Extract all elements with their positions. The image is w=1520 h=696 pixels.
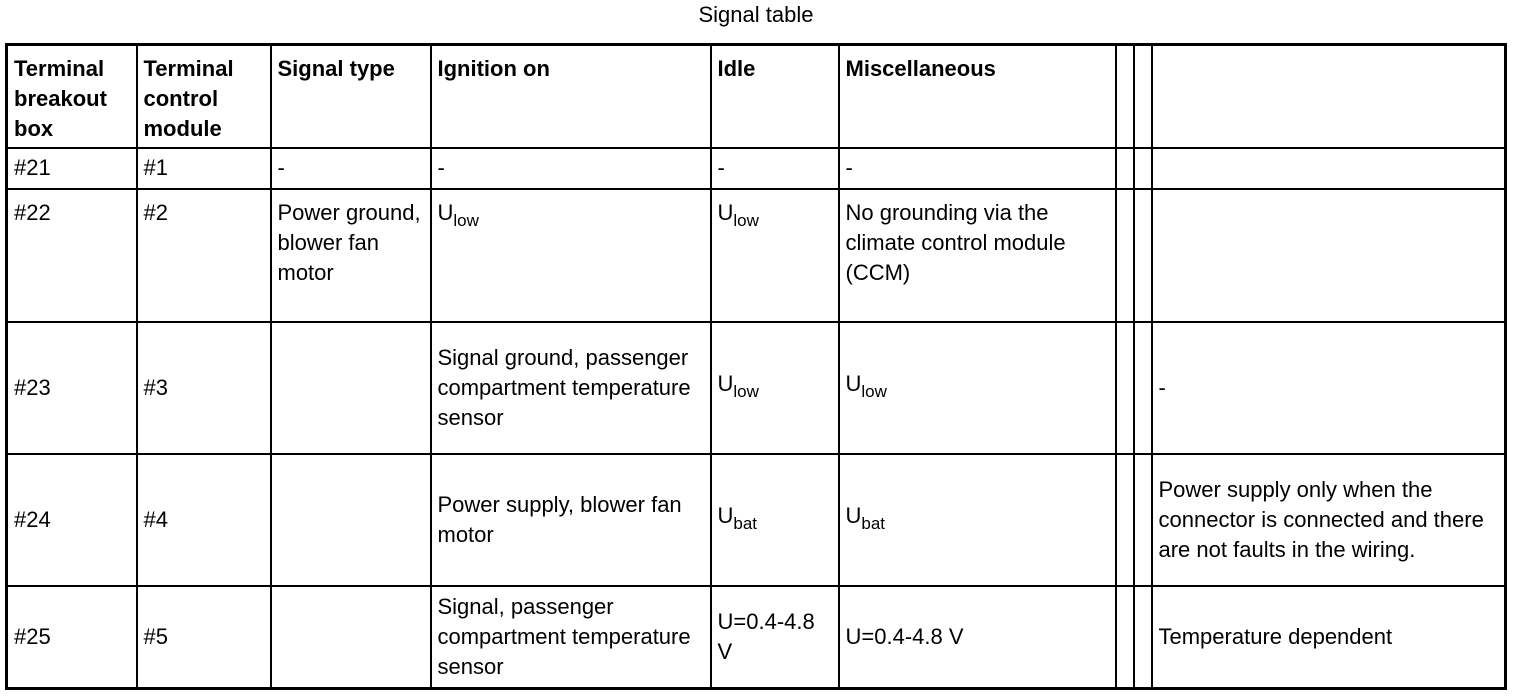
cell-idle: - [711,148,839,189]
cell-ignition [431,189,711,322]
value-subscript: low [733,381,759,401]
signal-table [5,43,1507,690]
header-signal-type: Signal type [271,45,431,148]
cell-control: #2 [137,189,271,322]
cell-control: #4 [137,454,271,586]
table-row [7,189,1506,322]
value-symbol: U [717,370,734,396]
cell-breakout: #23 [7,322,137,454]
header-ignition-on: Ignition on [431,45,711,148]
cell-breakout: #21 [7,148,137,189]
cell-ignition: Signal ground, passenger compartment temperature sensor [431,322,711,454]
table-row [7,322,1506,454]
cell-misc: No grounding via the climate control module (CCM) [839,189,1116,322]
blank-cell [1134,189,1152,322]
blank-cell [1116,148,1134,189]
cell-control: #3 [137,322,271,454]
table-row [7,148,1506,189]
cell-extra: Temperature dependent [1152,586,1506,689]
blank-cell [1116,322,1134,454]
cell-ignition: Power supply, blower fan motor [431,454,711,586]
value-subscript: low [733,210,759,230]
blank-cell [1116,586,1134,689]
cell-extra: - [1152,322,1506,454]
cell-signal-type: Power ground, blower fan motor [271,189,431,322]
cell-extra: Power supply only when the connector is connected and there are not faults in the wiring. [1152,454,1506,586]
cell-misc: - [839,148,1116,189]
cell-idle [711,189,839,322]
cell-signal-type [271,322,431,454]
table-title: Signal table [698,2,814,27]
value-symbol: U [437,199,454,225]
cell-idle [711,454,839,586]
value-symbol: U [845,502,862,528]
header-idle: Idle [711,45,839,148]
cell-misc [839,454,1116,586]
cell-idle: U=0.4-4.8 V [711,586,839,689]
value-subscript: bat [861,513,886,533]
header-breakout-box: Terminal breakout box [7,45,137,148]
table-row [7,586,1506,689]
blank-cell [1134,454,1152,586]
cell-misc: U=0.4-4.8 V [839,586,1116,689]
blank-cell [1134,586,1152,689]
cell-breakout: #25 [7,586,137,689]
header-miscellaneous: Miscellaneous [839,45,1116,148]
header-blank-1 [1116,45,1134,148]
cell-breakout: #22 [7,189,137,322]
header-control-module: Terminal control module [137,45,271,148]
value-subscript: low [453,210,479,230]
value-symbol: U [845,370,862,396]
header-blank-2 [1134,45,1152,148]
blank-cell [1134,322,1152,454]
cell-signal-type [271,586,431,689]
cell-idle [711,322,839,454]
value-symbol: U [717,502,734,528]
blank-cell [1116,454,1134,586]
cell-signal-type [271,454,431,586]
header-blank-3 [1152,45,1506,148]
blank-cell [1116,189,1134,322]
header-row [7,45,1506,148]
table-row [7,454,1506,586]
value-subscript: low [861,381,887,401]
cell-signal-type: - [271,148,431,189]
cell-ignition: - [431,148,711,189]
cell-extra [1152,189,1506,322]
cell-control: #1 [137,148,271,189]
blank-cell [1134,148,1152,189]
cell-control: #5 [137,586,271,689]
value-subscript: bat [733,513,758,533]
cell-ignition: Signal, passenger compartment temperature sensor [431,586,711,689]
value-symbol: U [717,199,734,225]
cell-misc [839,322,1116,454]
cell-extra [1152,148,1506,189]
cell-breakout: #24 [7,454,137,586]
